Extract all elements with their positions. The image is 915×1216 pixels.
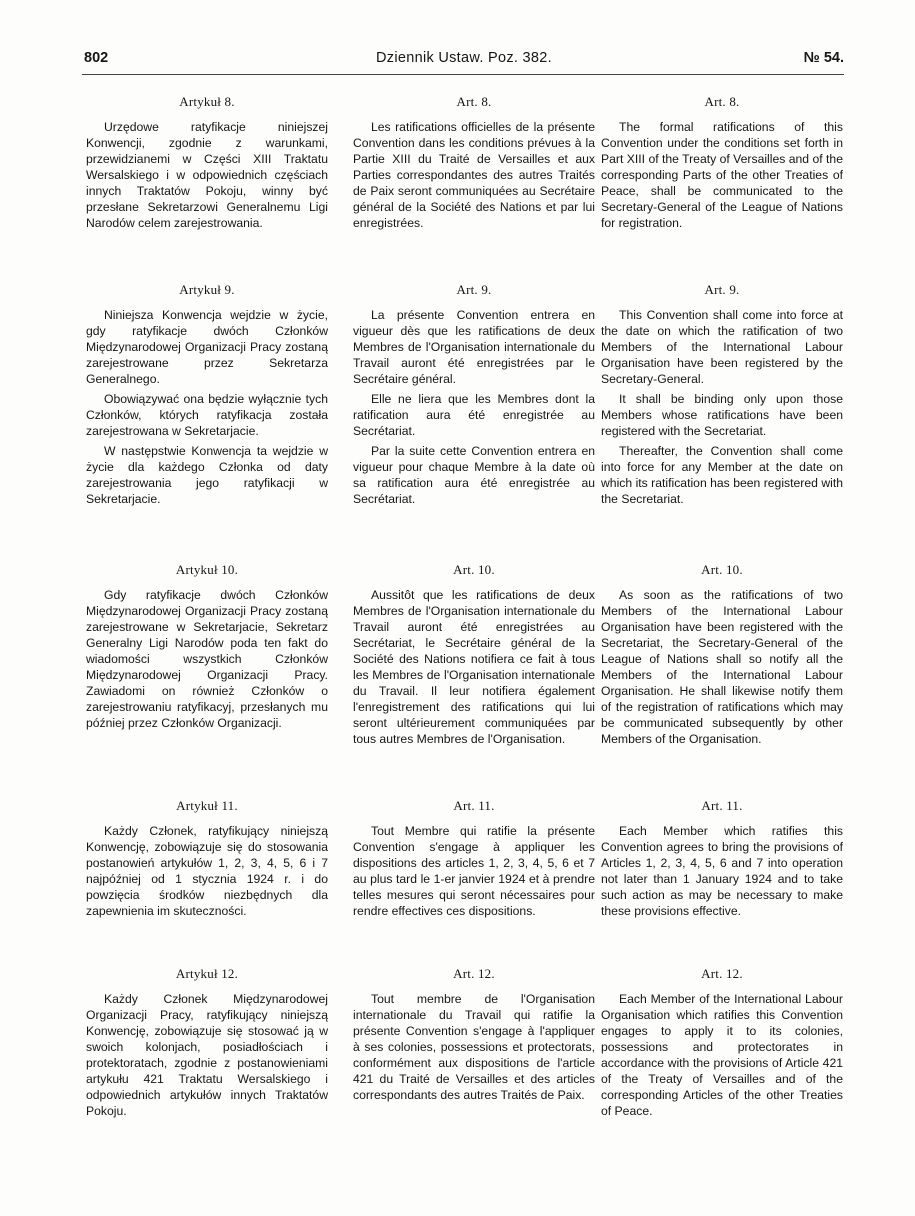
article-heading: Art. 12. bbox=[701, 966, 743, 981]
article-heading: Art. 9. bbox=[704, 282, 740, 297]
header-divider bbox=[82, 74, 844, 75]
article-heading: Art. 11. bbox=[701, 798, 743, 813]
article-heading: Art. 12. bbox=[453, 966, 495, 981]
article-paragraph: Elle ne liera que les Membres dont la ratification aura été enregistrée au Secrétariat. bbox=[353, 392, 595, 438]
article-heading: Artykuł 8. bbox=[179, 94, 235, 109]
article-heading: Artykuł 11. bbox=[176, 798, 238, 813]
article-paragraph: Każdy Członek, ratyfikujący niniejszą Konwencję, zobowiązuje się do stosowania postanowień artykułów 1, 2, 3, 4, 5, 6 i 7 najpóźniej od 1 stycznia 1924 r. i do powzięcia środków niezbędnych dla zapewnienia im skuteczności. bbox=[86, 824, 328, 918]
article-paragraph: Each Member of the International Labour Organisation which ratifies this Convention engages to apply it to its colonies, possessions and protectorates in accordance with the provisions of Article 421 of the Treaty of Versailles and of the corresponding Articles of the other Treaties of Peace. bbox=[601, 992, 843, 1118]
article-10-pl bbox=[86, 562, 328, 741]
article-9-fr bbox=[353, 282, 595, 517]
article-8-pl bbox=[86, 94, 328, 241]
article-paragraph: W następstwie Konwencja ta wejdzie w życie dla każdego Członka od daty zarejestrowania jego ratyfikacji w Sekretarjacie. bbox=[86, 444, 328, 506]
article-heading: Art. 9. bbox=[456, 282, 492, 297]
article-9-pl bbox=[86, 282, 328, 517]
article-paragraph: Thereafter, the Convention shall come into force for any Member at the date on which its ratification has been registered with the Secretariat. bbox=[601, 444, 843, 506]
article-heading: Artykuł 10. bbox=[175, 562, 239, 577]
article-heading: Art. 10. bbox=[701, 562, 743, 577]
article-paragraph: Aussitôt que les ratifications de deux Membres de l'Organisation internationale du Travail auront été enregistrées au Secrétariat, le Secrétaire général de la Société des Nations notifiera ce fait à tous les Membres de l'Organisation internationale du Travail. Il leur notifiera également l'enregistrement des ratifications qui lui seront ultérieurement communiquées par tous autres Membres de l'Organisation. bbox=[353, 588, 595, 746]
article-paragraph: Gdy ratyfikacje dwóch Członków Międzynarodowej Organizacji Pracy zostaną zarejestrowane w Sekretarjacie, Sekretarz Generalny Ligi Narodów poda ten fakt do wiadomości wszystkich Członków Międzynarodowej Organizacji Pracy. Zawiadomi on również Członków o zarejestrowaniu ratyfikacyj, przesłanych mu później przez Członków Organizacji. bbox=[86, 588, 328, 730]
article-12-en bbox=[601, 966, 843, 1129]
page-number: 802 bbox=[84, 50, 109, 66]
article-10-en bbox=[601, 562, 843, 757]
page-header bbox=[84, 50, 844, 74]
article-heading: Artykuł 12. bbox=[175, 966, 239, 981]
article-paragraph: Niniejsza Konwencja wejdzie w życie, gdy ratyfikacje dwóch Członków Międzynarodowej Organizacji Pracy zostaną zarejestrowane przez Sekretarza Generalnego. bbox=[86, 308, 328, 386]
article-paragraph: The formal ratifications of this Convention under the conditions set forth in Part XIII of the Treaty of Versailles and of the corresponding Parts of the other Treaties of Peace, shall be communicated to the Secretary-General of the League of Nations for registration. bbox=[601, 120, 843, 230]
article-paragraph: Obowiązywać ona będzie wyłącznie tych Członków, których ratyfikacja została zarejestrowana w Sekretarjacie. bbox=[86, 392, 328, 438]
article-11-en bbox=[601, 798, 843, 929]
article-8-fr bbox=[353, 94, 595, 241]
article-heading: Art. 8. bbox=[456, 94, 492, 109]
article-paragraph: Urzędowe ratyfikacje niniejszej Konwencji, zgodnie z warunkami, przewidzianemi w Części XIII Traktatu Wersalskiego i w odpowiednich częściach innych Traktatów Pokoju, winny być przesłane Sekretarzowi Generalnemu Ligi Narodów celem zarejestrowania. bbox=[86, 120, 328, 230]
article-paragraph: As soon as the ratifications of two Members of the International Labour Organisation have been registered with the Secretariat, the Secretary-General of the League of Nations shall so notify all the Members of the International Labour Organisation. He shall likewise notify them of the registration of ratifications which may be communicated subsequently by other Members of the Organisation. bbox=[601, 588, 843, 746]
article-paragraph: Par la suite cette Convention entrera en vigueur pour chaque Membre à la date où sa ratification aura été enregistrée au Secrétariat. bbox=[353, 444, 595, 506]
article-heading: Art. 10. bbox=[453, 562, 495, 577]
article-heading: Art. 8. bbox=[704, 94, 740, 109]
article-paragraph: It shall be binding only upon those Members whose ratifications have been registered with the Secretariat. bbox=[601, 392, 843, 438]
article-12-pl bbox=[86, 966, 328, 1129]
article-heading: Art. 11. bbox=[453, 798, 495, 813]
article-paragraph: This Convention shall come into force at the date on which the ratification of two Members of the International Labour Organisation have been registered by the Secretary-General. bbox=[601, 308, 843, 386]
issue-number: № 54. bbox=[803, 50, 844, 66]
article-paragraph: Les ratifications officielles de la présente Convention dans les conditions prévues à la Partie XIII du Traité de Versailles et aux Parties correspondantes des autres Traités de Paix seront communiquées au Secrétaire général de la Société des Nations et par lui enregistrées. bbox=[353, 120, 595, 230]
article-11-fr bbox=[353, 798, 595, 929]
article-9-en bbox=[601, 282, 843, 517]
article-paragraph: Tout Membre qui ratifie la présente Convention s'engage à appliquer les dispositions des articles 1, 2, 3, 4, 5, 6 et 7 au plus tard le 1-er janvier 1924 et à prendre telles mesures qui seront nécessaires pour rendre effectives ces dispositions. bbox=[353, 824, 595, 918]
article-11-pl bbox=[86, 798, 328, 929]
article-paragraph: La présente Convention entrera en vigueur dès que les ratifications de deux Membres de l'Organisation internationale du Travail auront été enregistrées par le Secrétaire général. bbox=[353, 308, 595, 386]
article-8-en bbox=[601, 94, 843, 241]
article-paragraph: Each Member which ratifies this Convention agrees to bring the provisions of Articles 1, 2, 3, 4, 5, 6 and 7 into operation not later than 1 January 1924 and to take such action as may be necessary to make these provisions effective. bbox=[601, 824, 843, 918]
article-paragraph: Tout membre de l'Organisation internationale du Travail qui ratifie la présente Convention s'engage à l'appliquer à ses colonies, possessions et protectorats, conformément aux dispositions de l'article 421 du Traité de Versailles et des articles correspondants des autres Traités de Paix. bbox=[353, 992, 595, 1102]
article-12-fr bbox=[353, 966, 595, 1113]
article-heading: Artykuł 9. bbox=[179, 282, 235, 297]
article-paragraph: Każdy Członek Międzynarodowej Organizacji Pracy, ratyfikujący niniejszą Konwencję, zobowiązuje się stosować ją w swoich kolonjach, posiadłościach i protektoratach, zgodnie z postanowieniami artykułu 421 Traktatu Wersalskiego i odpowiednich artykułów innych Traktatów Pokoju. bbox=[86, 992, 328, 1118]
article-10-fr bbox=[353, 562, 595, 757]
journal-title: Dziennik Ustaw. Poz. 382. bbox=[376, 50, 552, 66]
